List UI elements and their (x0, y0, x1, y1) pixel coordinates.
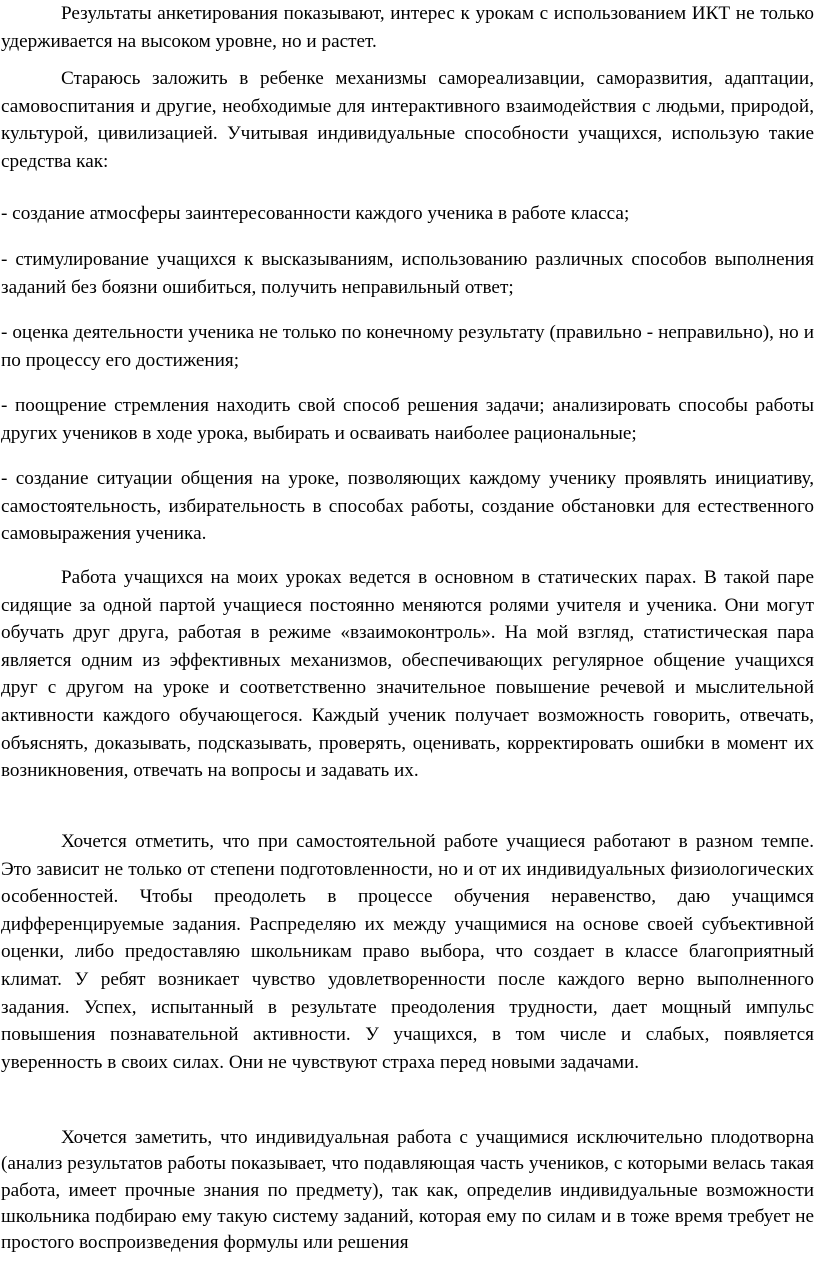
list-item-communication: - создание ситуации общения на уроке, позволяющих каждому ученику проявлять инициативу, самостоятельность, избирательность в способах работы, создание обстановки для естественного самовыражения ученика. (1, 468, 814, 545)
paragraph-independent-work: Хочется отметить, что при самостоятельной работе учащиеся работают в разном темпе. Это зависит не только от степени подготовленности, но и от их индивидуальных физиологических особенностей. Чтобы преодолеть в процессе обучения неравенство, даю учащимся дифференцируемые задания. Распределяю их между учащимися на основе своей субъективной оценки, либо предоставляю школьникам право выбора, что создает в классе благоприятный климат. У ребят возникает чувство удовлетворенности после каждого верно выполненного задания. Успех, испытанный в результате преодоления трудности, дает мощный импульс повышения познавательной активности. У учащихся, в том числе и слабых, появляется уверенность в своих силах. Они не чувствуют страха перед новыми задачами. (1, 831, 814, 1073)
list-item-encouragement: - поощрение стремления находить свой способ решения задачи; анализировать способы работы других учеников в ходе урока, выбирать и осваивать наиболее рациональные; (1, 395, 814, 444)
paragraph-mechanisms: Стараюсь заложить в ребенке механизмы самореализавции, саморазвития, адаптации, самовоспитания и другие, необходимые для интерактивного взаимодействия с людьми, природой, культурой, цивилизацией. Учитывая индивидуальные способности учащихся, использую такие средства как: (1, 68, 814, 172)
paragraph-pair-work: Работа учащихся на моих уроках ведется в основном в статических парах. В такой паре сидящие за одной партой учащиеся постоянно меняются ролями учителя и ученика. Они могут обучать друг друга, работая в режиме «взаимоконтроль». На мой взгляд, статистическая пара является одним из эффективных механизмов, обеспечивающих регулярное общение учащихся друг с другом на уроке и соответственно значительное повышение речевой и мыслительной активности каждого обучающегося. Каждый ученик получает возможность говорить, отвечать, объяснять, доказывать, подсказывать, проверять, оценивать, корректировать ошибки в момент их возникновения, отвечать на вопросы и задавать их. (1, 567, 814, 782)
list-item-assessment: - оценка деятельности ученика не только по конечному результату (правильно - неправильно), но и по процессу его достижения; (1, 322, 814, 371)
list-item-atmosphere: - создание атмосферы заинтересованности каждого ученика в работе класса; (1, 203, 630, 224)
paragraph-individual-work: Хочется заметить, что индивидуальная работа с учащимися исключительно плодотворна (анализ результатов работы показывает, что подавляющая часть учеников, с которыми велась такая работа, имеет прочные знания по предмету), так как, определив индивидуальные возможности школьника подбираю ему такую систему заданий, которая ему по силам и в тоже время требует не простого воспроизведения формулы или решения (1, 1127, 814, 1254)
list-item-stimulation: - стимулирование учащихся к высказываниям, использованию различных способов выполнения заданий без боязни ошибиться, получить неправильный ответ; (1, 249, 814, 298)
paragraph-survey-results: Результаты анкетирования показывают, интерес к урокам с использованием ИКТ не только удерживается на высоком уровне, но и растет. (1, 3, 814, 52)
